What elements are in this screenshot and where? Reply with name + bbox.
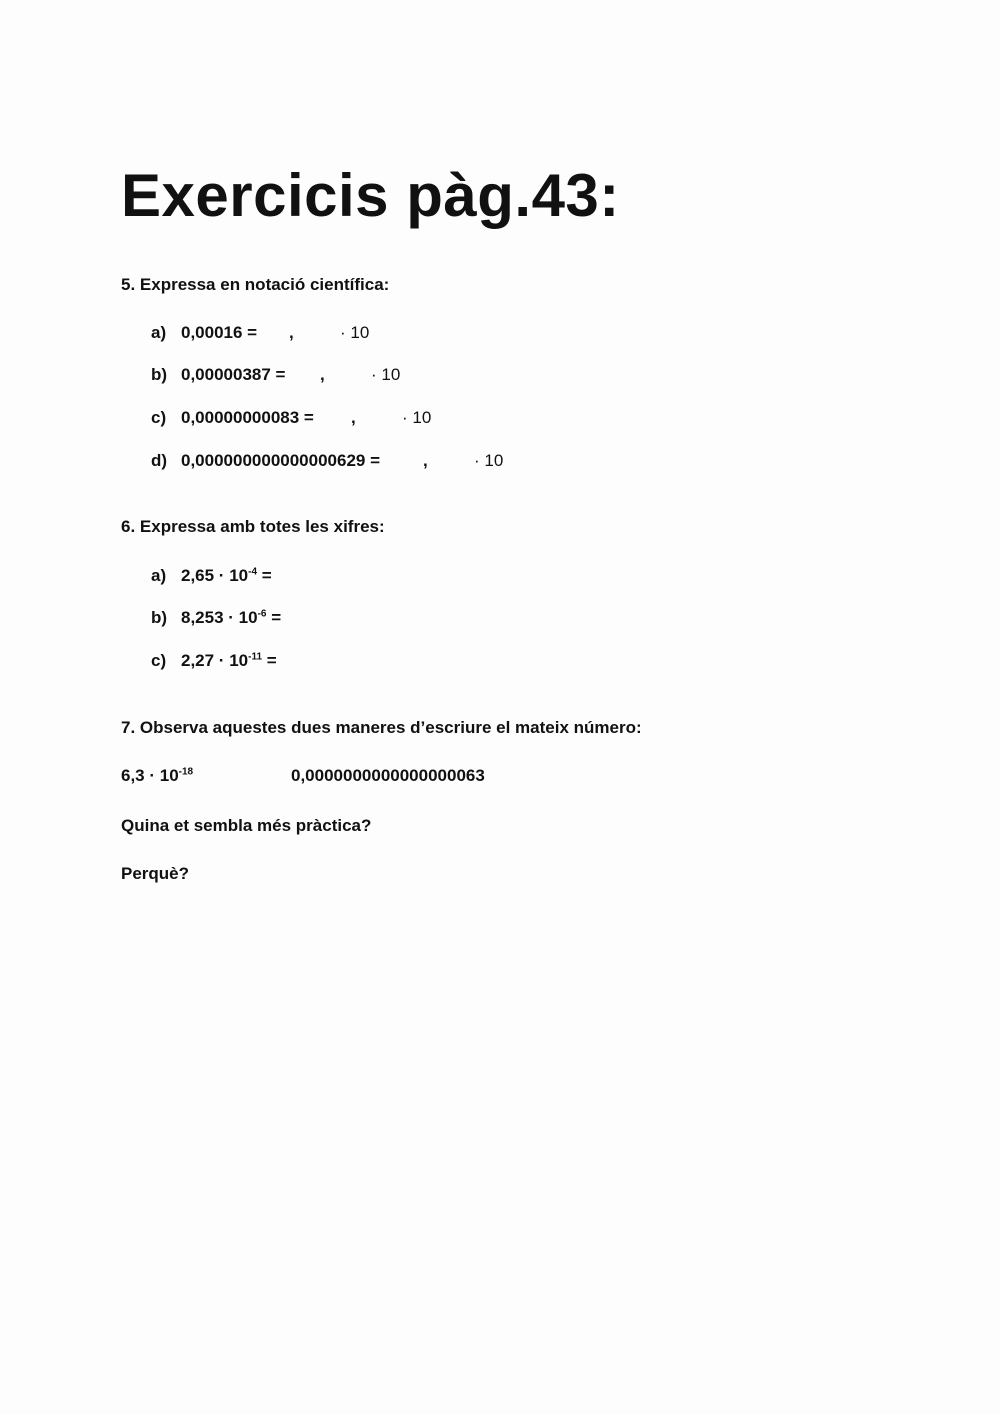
item-letter: c) — [151, 408, 167, 427]
times-ten: · 10 — [340, 323, 370, 342]
item-expression: 0,00016 = — [181, 323, 258, 342]
item-letter: a) — [151, 566, 167, 585]
base: 8,253 · 10 — [181, 608, 258, 627]
base: 2,65 · 10 — [181, 566, 249, 585]
item-expression: 0,000000000000000629 = — [181, 451, 381, 470]
q6-item-a — [0, 564, 1000, 588]
base: 6,3 · 10 — [121, 766, 179, 785]
item-letter: b) — [151, 365, 168, 384]
question-practical: Quina et sembla més pràctica? — [121, 816, 372, 835]
times-ten: · 10 — [402, 408, 432, 427]
answer-comma: , — [423, 451, 428, 470]
item-expression — [181, 564, 272, 588]
q5-item-c — [0, 406, 1000, 430]
times-ten: · 10 — [371, 365, 401, 384]
item-letter: d) — [151, 451, 168, 470]
full-number: 0,0000000000000000063 — [291, 766, 485, 785]
question-7-heading: 7. Observa aquestes dues maneres d’escriure el mateix número: — [121, 718, 642, 737]
exponent: -6 — [257, 608, 267, 620]
times-ten: · 10 — [474, 451, 504, 470]
exponent: -18 — [178, 766, 194, 778]
base: 2,27 · 10 — [181, 651, 249, 670]
answer-comma: , — [320, 365, 325, 384]
q5-item-b — [0, 363, 1000, 387]
question-6-heading: 6. Expressa amb totes les xifres: — [121, 517, 385, 536]
scientific-notation — [121, 764, 193, 788]
q6-item-b — [0, 606, 1000, 630]
answer-comma: , — [289, 323, 294, 342]
question-5-heading: 5. Expressa en notació científica: — [121, 275, 390, 294]
equals-sign: = — [262, 651, 277, 670]
item-expression — [181, 649, 277, 673]
item-letter: a) — [151, 323, 167, 342]
q5-item-d — [0, 449, 1000, 473]
item-expression: 0,00000000083 = — [181, 408, 314, 427]
exponent: -4 — [248, 566, 258, 578]
equals-sign: = — [257, 566, 272, 585]
item-expression: 0,00000387 = — [181, 365, 286, 384]
exponent: -11 — [248, 651, 263, 663]
q7-number-pair — [0, 764, 1000, 788]
q6-item-c — [0, 649, 1000, 673]
page-title: Exercicis pàg.43: — [121, 162, 620, 229]
answer-comma: , — [351, 408, 356, 427]
q5-item-a — [0, 321, 1000, 345]
item-expression — [181, 606, 281, 630]
item-letter: b) — [151, 608, 168, 627]
equals-sign: = — [266, 608, 282, 627]
item-letter: c) — [151, 651, 167, 670]
question-why: Perquè? — [121, 864, 190, 883]
